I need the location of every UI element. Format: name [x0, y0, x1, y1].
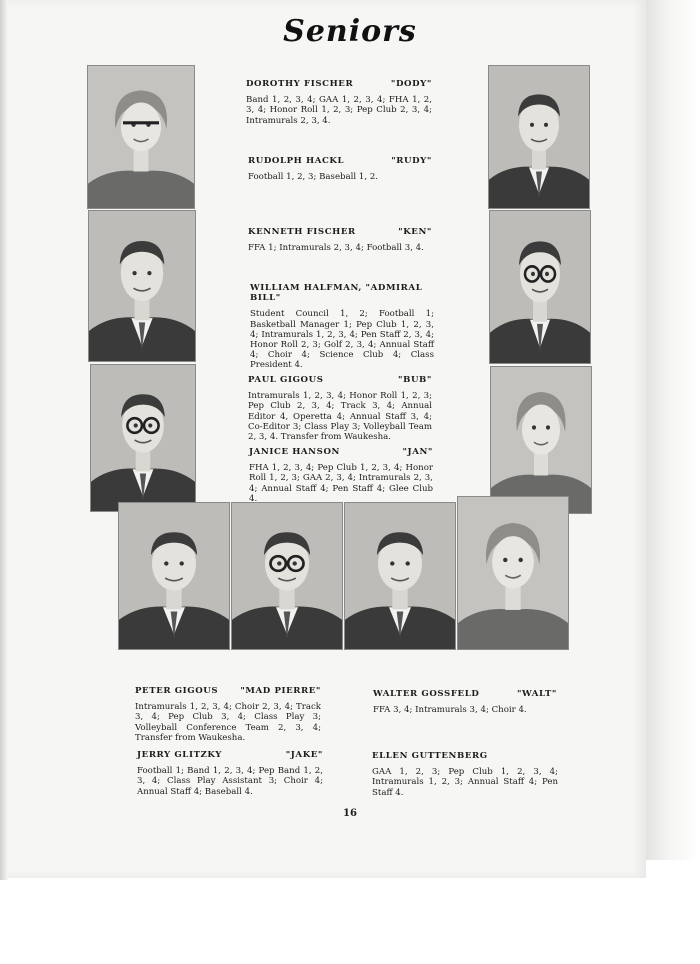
senior-nickname: "JAKE" — [285, 750, 323, 760]
senior-nickname: "RUDY" — [391, 156, 432, 166]
senior-nickname: "KEN" — [398, 227, 432, 237]
portrait-photo — [488, 65, 590, 209]
senior-nickname: "BUB" — [398, 375, 432, 385]
senior-nickname: "DODY" — [390, 79, 432, 89]
senior-nickname: "MAD PIERRE" — [240, 686, 321, 696]
senior-name: ELLEN GUTTENBERG — [372, 751, 488, 761]
senior-activities: FFA 1; Intramurals 2, 3, 4; Football 3, 4. — [248, 243, 424, 254]
senior-entry — [137, 750, 323, 797]
senior-entry — [250, 283, 434, 371]
senior-entry — [248, 227, 432, 253]
senior-entry — [248, 375, 432, 442]
senior-entry — [246, 79, 432, 126]
senior-activities: GAA 1, 2, 3; Pep Club 1, 2, 3, 4; Intramurals 1, 2, 3; Annual Staff 4; Pen Staff 4. — [372, 767, 558, 798]
senior-activities: Intramurals 1, 2, 3, 4; Choir 2, 3, 4; Track 3, 4; Pep Club 3, 4; Class Play 3; Volleyball Conference Team 2, 3, 4; Transfer from Waukesha. — [135, 702, 321, 743]
portrait-photo — [457, 496, 569, 650]
senior-entry — [372, 751, 558, 798]
senior-name: PAUL GIGOUS — [248, 375, 324, 385]
senior-nickname: "JAN" — [402, 447, 433, 457]
senior-activities: Student Council 1, 2; Football 1; Basketball Manager 1; Pep Club 1, 2, 3, 4; Intramurals 1, 2, 3, 4; Pen Staff 2, 3, 4; Honor Roll 2, 3; Golf 2, 3, 4; Annual Staff 4; Choir 4; Science Club 4; Class President 4. — [250, 309, 434, 371]
page-title: Seniors — [283, 14, 417, 49]
senior-activities: FFA 3, 4; Intramurals 3, 4; Choir 4. — [373, 705, 527, 716]
page-fold — [646, 0, 700, 860]
senior-name: RUDOLPH HACKL — [248, 156, 345, 166]
senior-entry — [249, 447, 433, 504]
portrait-photo — [88, 210, 196, 362]
senior-entry — [135, 686, 321, 743]
senior-name: KENNETH FISCHER — [248, 227, 356, 237]
senior-entry — [248, 156, 432, 182]
senior-name: WILLIAM HALFMAN, "ADMIRAL BILL" — [250, 283, 423, 304]
senior-activities: Intramurals 1, 2, 3, 4; Honor Roll 1, 2, 3; Pep Club 2, 3, 4; Track 3, 4; Annual Editor 4, Operetta 4; Annual Staff 3, 4; Co-Editor 3; Class Play 3; Volleyball Team 2, 3, 4. Transfer from Waukesha. — [248, 391, 432, 443]
senior-activities: Football 1; Band 1, 2, 3, 4; Pep Band 1, 2, 3, 4; Class Play Assistant 3; Choir 4; Annual Staff 4; Baseball 4. — [137, 766, 323, 797]
portrait-photo — [489, 210, 591, 364]
senior-name: DOROTHY FISCHER — [246, 79, 354, 89]
senior-name: WALTER GOSSFELD — [373, 689, 480, 699]
senior-activities: Band 1, 2, 3, 4; GAA 1, 2, 3, 4; FHA 1, 2, 3, 4; Honor Roll 1, 2, 3; Pep Club 2, 3, 4; Intramurals 2, 3, 4. — [246, 95, 432, 126]
senior-activities: Football 1, 2, 3; Baseball 1, 2. — [248, 172, 379, 183]
senior-entry — [373, 689, 557, 715]
portrait-photo — [490, 366, 592, 514]
binding-shadow — [0, 0, 8, 880]
senior-name: JANICE HANSON — [249, 447, 340, 457]
portrait-photo — [344, 502, 456, 650]
page-number: 16 — [343, 808, 357, 819]
portrait-photo — [231, 502, 343, 650]
portrait-photo — [87, 65, 195, 209]
portrait-photo — [90, 364, 196, 512]
senior-activities: FHA 1, 2, 3, 4; Pep Club 1, 2, 3, 4; Honor Roll 1, 2, 3; GAA 2, 3, 4; Intramurals 2, 3, 4; Annual Staff 4; Pen Staff 4; Glee Club 4. — [249, 463, 433, 504]
senior-name: PETER GIGOUS — [135, 686, 219, 696]
senior-nickname: "WALT" — [516, 689, 557, 699]
senior-name: JERRY GLITZKY — [137, 750, 223, 760]
portrait-photo — [118, 502, 230, 650]
